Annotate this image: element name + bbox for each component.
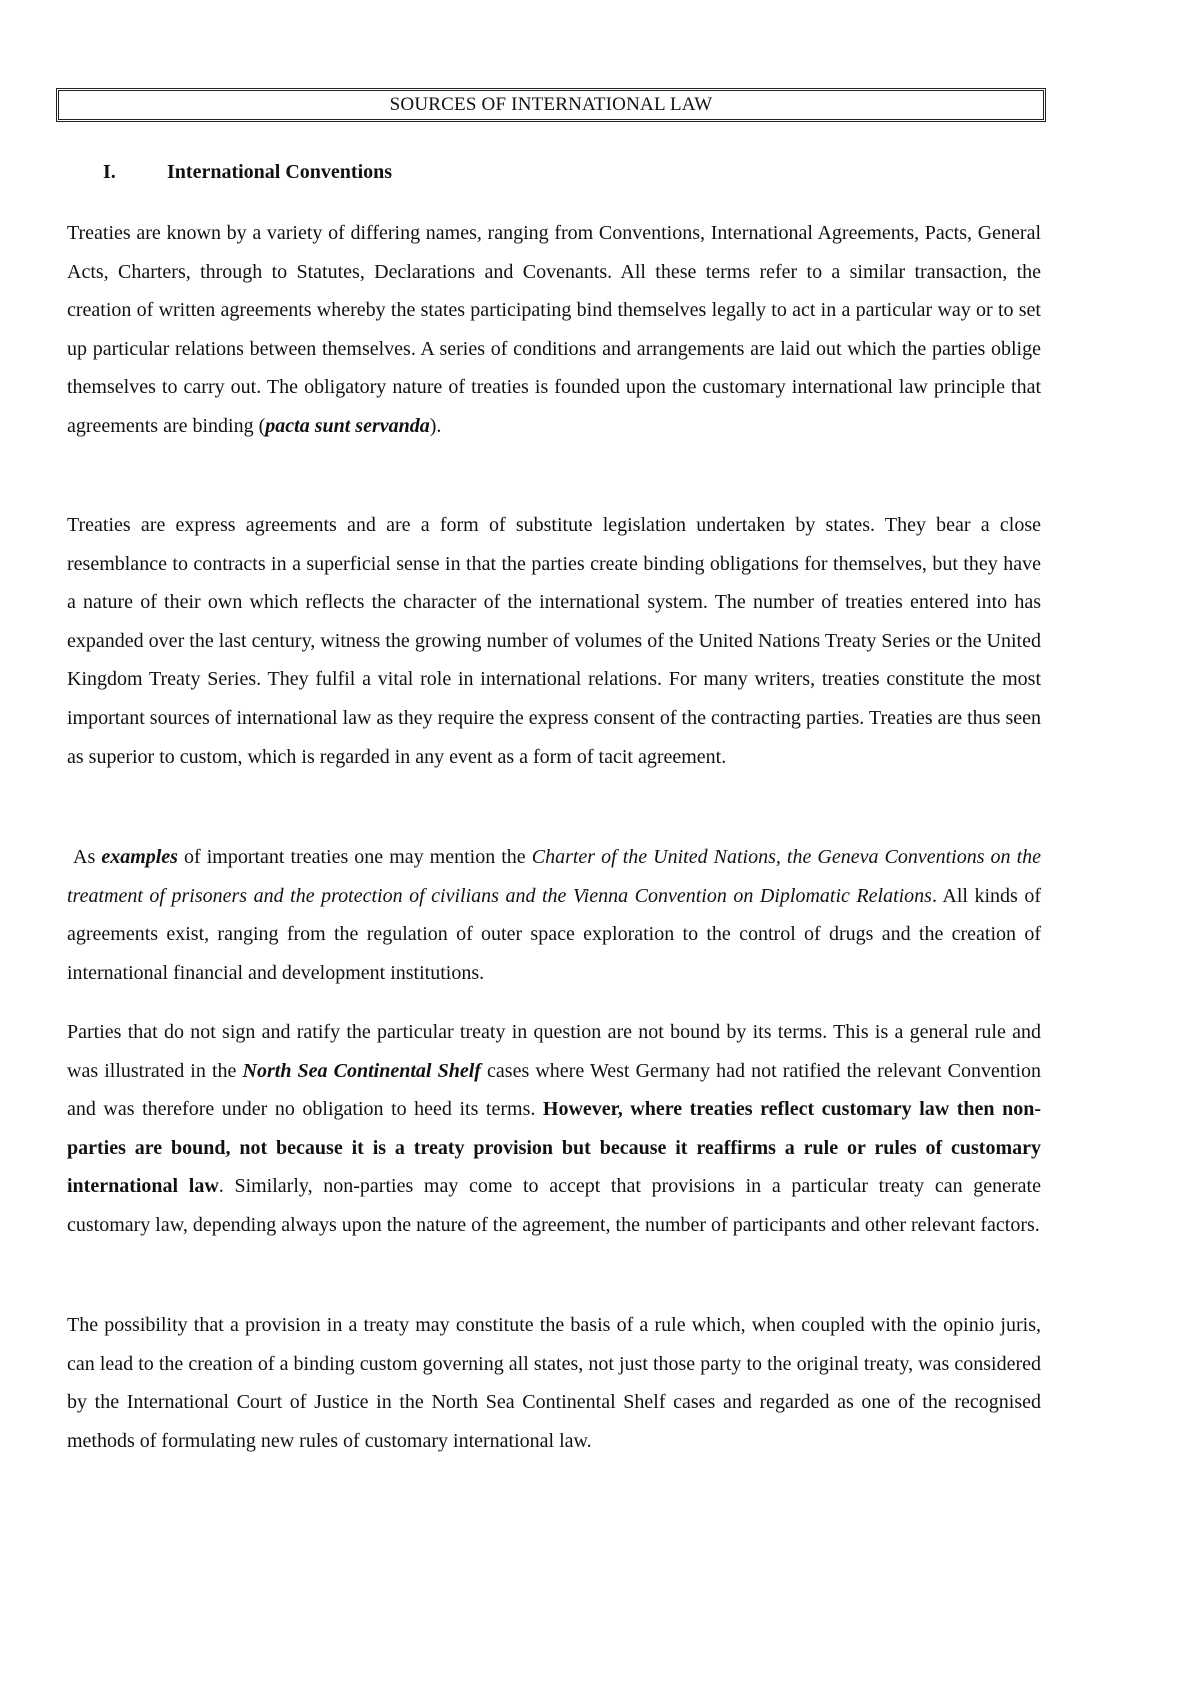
paragraph-text: . Similarly, non-parties may come to accept that provisions in a particular treaty can generate customary law, depending always upon the nature of the agreement, the number of participants and other relevant factors. (67, 1175, 1041, 1236)
paragraph-text: Treaties are express agreements and are a form of substitute legislation undertaken by states. They bear a close resemblance to contracts in a superficial sense in that the parties create binding obligations for themselves, but they have a nature of their own which reflects the character of the international system. The number of treaties entered into has expanded over the last century, witness the growing number of volumes of the United Nations Treaty Series or the United Kingdom Treaty Series. They fulfil a vital role in international relations. For many writers, treaties constitute the most important sources of international law as they require the express consent of the contracting parties. Treaties are thus seen as superior to custom, which is regarded in any event as a form of tacit agreement. (67, 514, 1041, 768)
section-number: I. (103, 161, 116, 183)
case-name: North Sea Continental Shelf (242, 1059, 481, 1082)
treaty-names: Charter of the United Nations, the Geneva Conventions on the treatment of prisoners and the protection of civilians and the Vienna Convention on Diplomatic Relations (67, 846, 1041, 907)
paragraph-examples (67, 838, 1041, 992)
paragraph-text: Treaties are known by a variety of differing names, ranging from Conventions, International Agreements, Pacts, General Acts, Charters, through to Statutes, Declarations and Covenants. All these terms refer to a similar transaction, the creation of written agreements whereby the states participating bind themselves legally to act in a particular way or to set up particular relations between themselves. A series of conditions and arrangements are laid out which the parties oblige themselves to carry out. The obligatory nature of treaties is founded upon the customary international law principle that agreements are binding ( (67, 222, 1041, 437)
paragraph-text: cases where West Germany had not ratified the relevant Convention and was therefore under no obligation to heed its terms. (67, 1059, 1042, 1121)
paragraph-express-agreements (67, 506, 1041, 776)
paragraph-text: As (73, 846, 102, 868)
paragraph-text: The possibility that a provision in a treaty may constitute the basis of a rule which, when coupled with the opinio juris, can lead to the creation of a binding custom governing all states, not just those party to the original treaty, was considered by the International Court of Justice in the North Sea Continental Shelf cases and regarded as one of the recognised methods of formulating new rules of customary international law. (67, 1314, 1041, 1452)
paragraph-text: Parties that do not sign and ratify the particular treaty in question are not bound by its terms. This is a general rule and was illustrated in the (67, 1021, 1041, 1082)
paragraph-text: ). (429, 414, 442, 437)
section-heading-text: International Conventions (167, 161, 393, 183)
paragraph-non-parties (67, 1013, 1041, 1245)
section-heading (103, 158, 392, 186)
bold-statement: However, where treaties reflect customary law then non-parties are bound, not because it is a treaty provision but because it reaffirms a rule or rules of customary international law (67, 1098, 1041, 1198)
paragraph-opinio-juris (67, 1306, 1041, 1460)
page-title: SOURCES OF INTERNATIONAL LAW (389, 94, 713, 115)
latin-term: pacta sunt servanda (265, 414, 430, 437)
paragraph-treaty-names (67, 214, 1041, 446)
paragraph-text: of important treaties one may mention the (177, 846, 532, 868)
paragraph-text: . All kinds of agreements exist, ranging from the regulation of outer space exploration to the control of drugs and the creation of international financial and development institutions. (67, 884, 1042, 984)
title-box (56, 88, 1046, 122)
emphasis-term: examples (101, 846, 178, 868)
